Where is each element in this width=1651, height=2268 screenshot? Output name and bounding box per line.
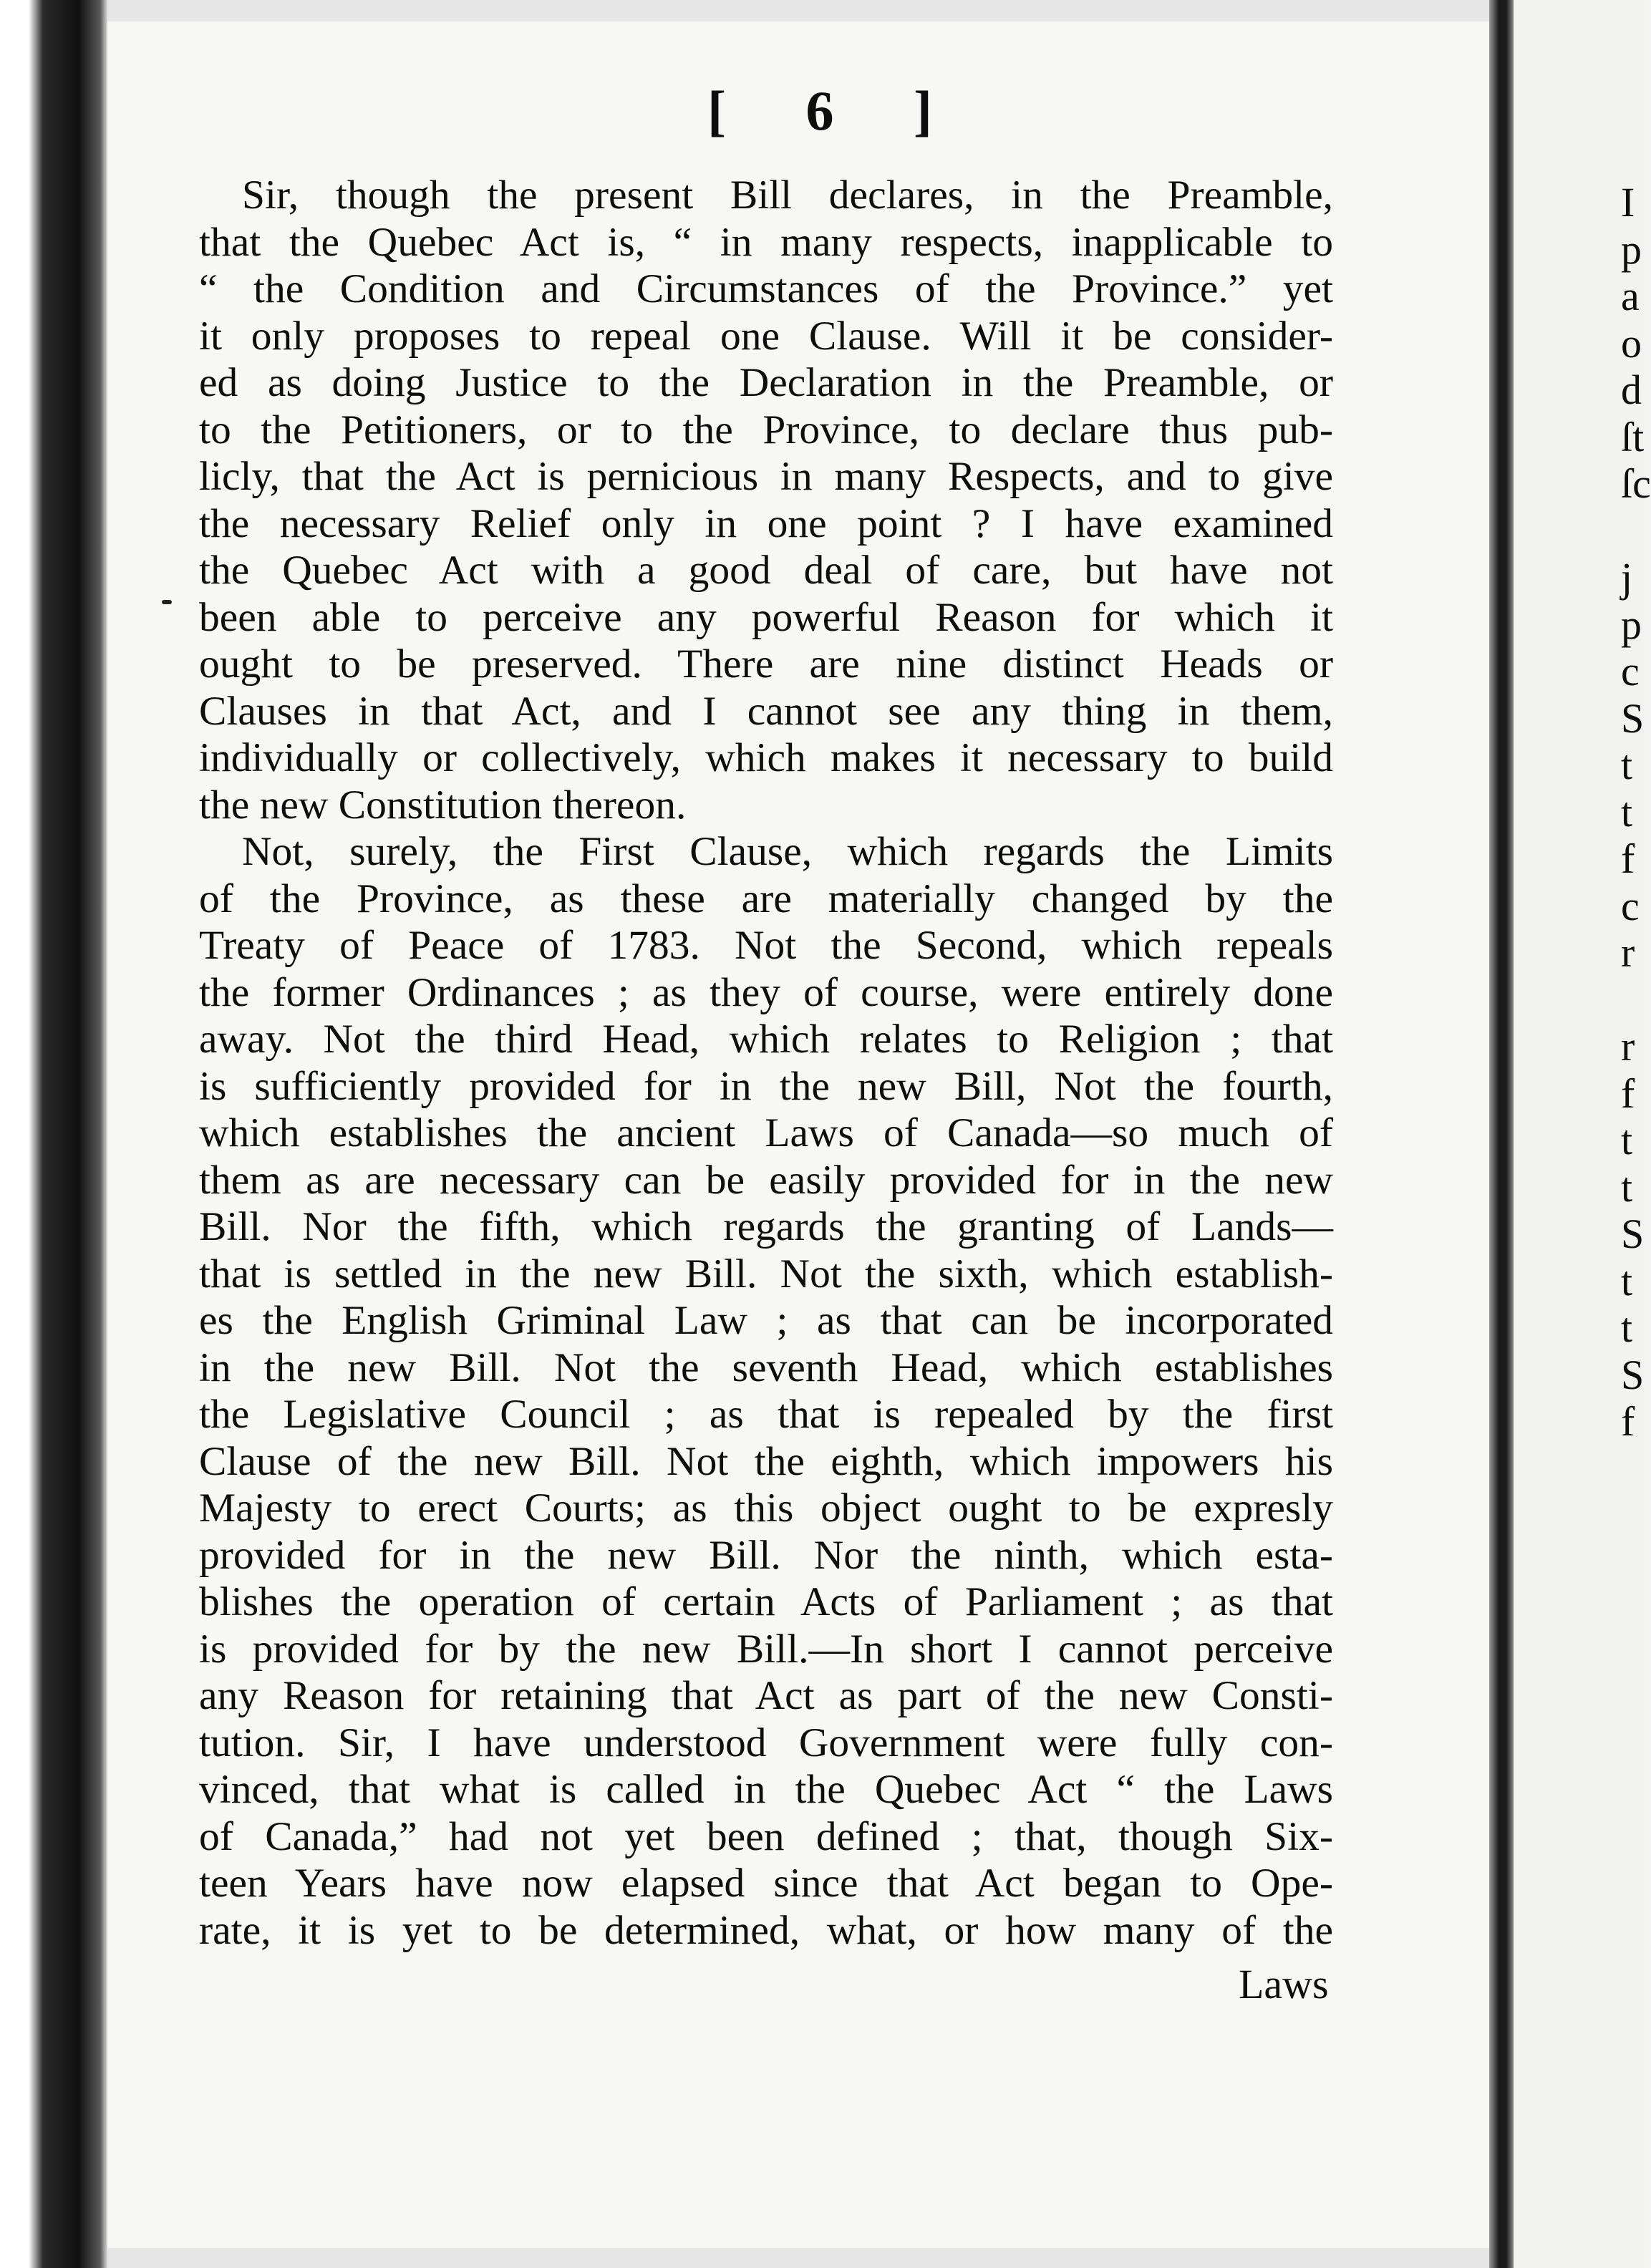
text-line: in the new Bill. Not the seventh Head, which establishes: [199, 1344, 1333, 1390]
text-line: them as are necessary can be easily provided for in the new: [199, 1157, 1333, 1203]
facing-page-fragment: p: [1621, 601, 1642, 648]
text-line: that is settled in the new Bill. Not the sixth, which establish-: [199, 1251, 1333, 1297]
facing-page-fragment: ſc: [1621, 460, 1651, 507]
text-line: Sir, though the present Bill declares, in the Preamble,: [242, 173, 1333, 218]
facing-page-fragment: o: [1621, 319, 1642, 367]
text-line: vinced, that what is called in the Quebec Act “ the Laws: [199, 1767, 1333, 1812]
text-line: Treaty of Peace of 1783. Not the Second, which repeals: [199, 923, 1333, 968]
facing-page-fragment: t: [1621, 1304, 1633, 1351]
text-line: the necessary Relief only in one point ? I have examined: [199, 500, 1333, 546]
facing-page-fragment: f: [1621, 1070, 1635, 1117]
page-number: [ 6 ]: [707, 79, 965, 142]
text-line: is provided for by the new Bill.—In short I cannot perceive: [199, 1626, 1333, 1672]
facing-page-fragment: ſt: [1621, 413, 1645, 460]
text-line: to the Petitioners, or to the Province, to declare thus pub-: [199, 407, 1333, 452]
facing-page-fragment: j: [1621, 554, 1633, 601]
facing-page-fragment: t: [1621, 742, 1633, 788]
facing-page-fragment: p: [1621, 226, 1642, 273]
text-line: been able to perceive any powerful Reason for which it: [199, 594, 1333, 640]
facing-page-fragment: S: [1621, 1351, 1645, 1398]
facing-page-fragment: t: [1621, 1163, 1633, 1211]
facing-page-fragment: r: [1621, 1023, 1635, 1070]
text-line: of the Province, as these are materially changed by the: [199, 876, 1333, 921]
text-line: ought to be preserved. There are nine distinct Heads or: [199, 641, 1333, 687]
facing-page-fragment: f: [1621, 1398, 1635, 1445]
text-line: it only proposes to repeal one Clause. Will it be consider-: [199, 313, 1333, 359]
facing-page-fragment: f: [1621, 835, 1635, 882]
facing-page-fragment: t: [1621, 1117, 1633, 1163]
text-line: the Legislative Council ; as that is repealed by the first: [199, 1392, 1333, 1437]
facing-page-fragment: c: [1621, 882, 1640, 929]
facing-page-fragment: c: [1621, 648, 1640, 694]
text-line: individually or collectively, which makes it necessary to build: [199, 735, 1333, 780]
text-line: that the Quebec Act is, “ in many respects, inapplicable to: [199, 219, 1333, 265]
text-line: any Reason for retaining that Act as part of the new Consti-: [199, 1673, 1333, 1718]
text-line: ed as doing Justice to the Declaration in the Preamble, or: [199, 360, 1333, 405]
page-gutter: [1489, 0, 1514, 2268]
facing-page-fragment: t: [1621, 788, 1633, 835]
text-line: which establishes the ancient Laws of Canada—so much of: [199, 1110, 1333, 1155]
facing-page-edge: [1514, 0, 1651, 2268]
text-line: Majesty to erect Courts; as this object ought to be expresly: [199, 1486, 1333, 1531]
text-line: Not, surely, the First Clause, which regards the Limits: [242, 829, 1333, 874]
facing-page-fragment: I: [1621, 179, 1635, 226]
text-line: licly, that the Act is pernicious in many Respects, and to give: [199, 454, 1333, 499]
facing-page-fragment: d: [1621, 367, 1642, 413]
catchword: Laws: [1239, 1961, 1329, 2007]
text-line: Bill. Nor the fifth, which regards the granting of Lands—: [199, 1204, 1333, 1249]
facing-page-fragment: S: [1621, 694, 1645, 742]
ink-speck: [162, 600, 172, 604]
facing-page-fragment: r: [1621, 929, 1635, 976]
text-line: the Quebec Act with a good deal of care, but have not: [199, 548, 1333, 593]
page-text: [199, 172, 1333, 1954]
text-line: teen Years have now elapsed since that Act began to Ope-: [199, 1861, 1333, 1906]
text-line: the new Constitution thereon.: [199, 782, 687, 828]
text-line: the former Ordinances ; as they of course, were entirely done: [199, 969, 1333, 1015]
text-line: rate, it is yet to be determined, what, or how many of the: [199, 1907, 1333, 1953]
text-line: of Canada,” had not yet been defined ; that, though Six-: [199, 1813, 1333, 1859]
binding-edge: [0, 0, 107, 2268]
text-line: es the English Griminal Law ; as that can be incorporated: [199, 1298, 1333, 1343]
facing-page-fragment: a: [1621, 273, 1640, 319]
text-line: Clauses in that Act, and I cannot see any thing in them,: [199, 688, 1333, 734]
facing-page-fragment: S: [1621, 1211, 1645, 1257]
text-line: tution. Sir, I have understood Government were fully con-: [199, 1720, 1333, 1765]
text-line: blishes the operation of certain Acts of Parliament ; as that: [199, 1579, 1333, 1624]
text-line: provided for in the new Bill. Nor the ninth, which esta-: [199, 1532, 1333, 1578]
text-line: Clause of the new Bill. Not the eighth, which impowers his: [199, 1438, 1333, 1484]
facing-page-fragment: t: [1621, 1257, 1633, 1304]
text-line: “ the Condition and Circumstances of the Province.” yet: [199, 266, 1333, 311]
text-line: is sufficiently provided for in the new Bill, Not the fourth,: [199, 1063, 1333, 1109]
text-line: away. Not the third Head, which relates to Religion ; that: [199, 1017, 1333, 1062]
